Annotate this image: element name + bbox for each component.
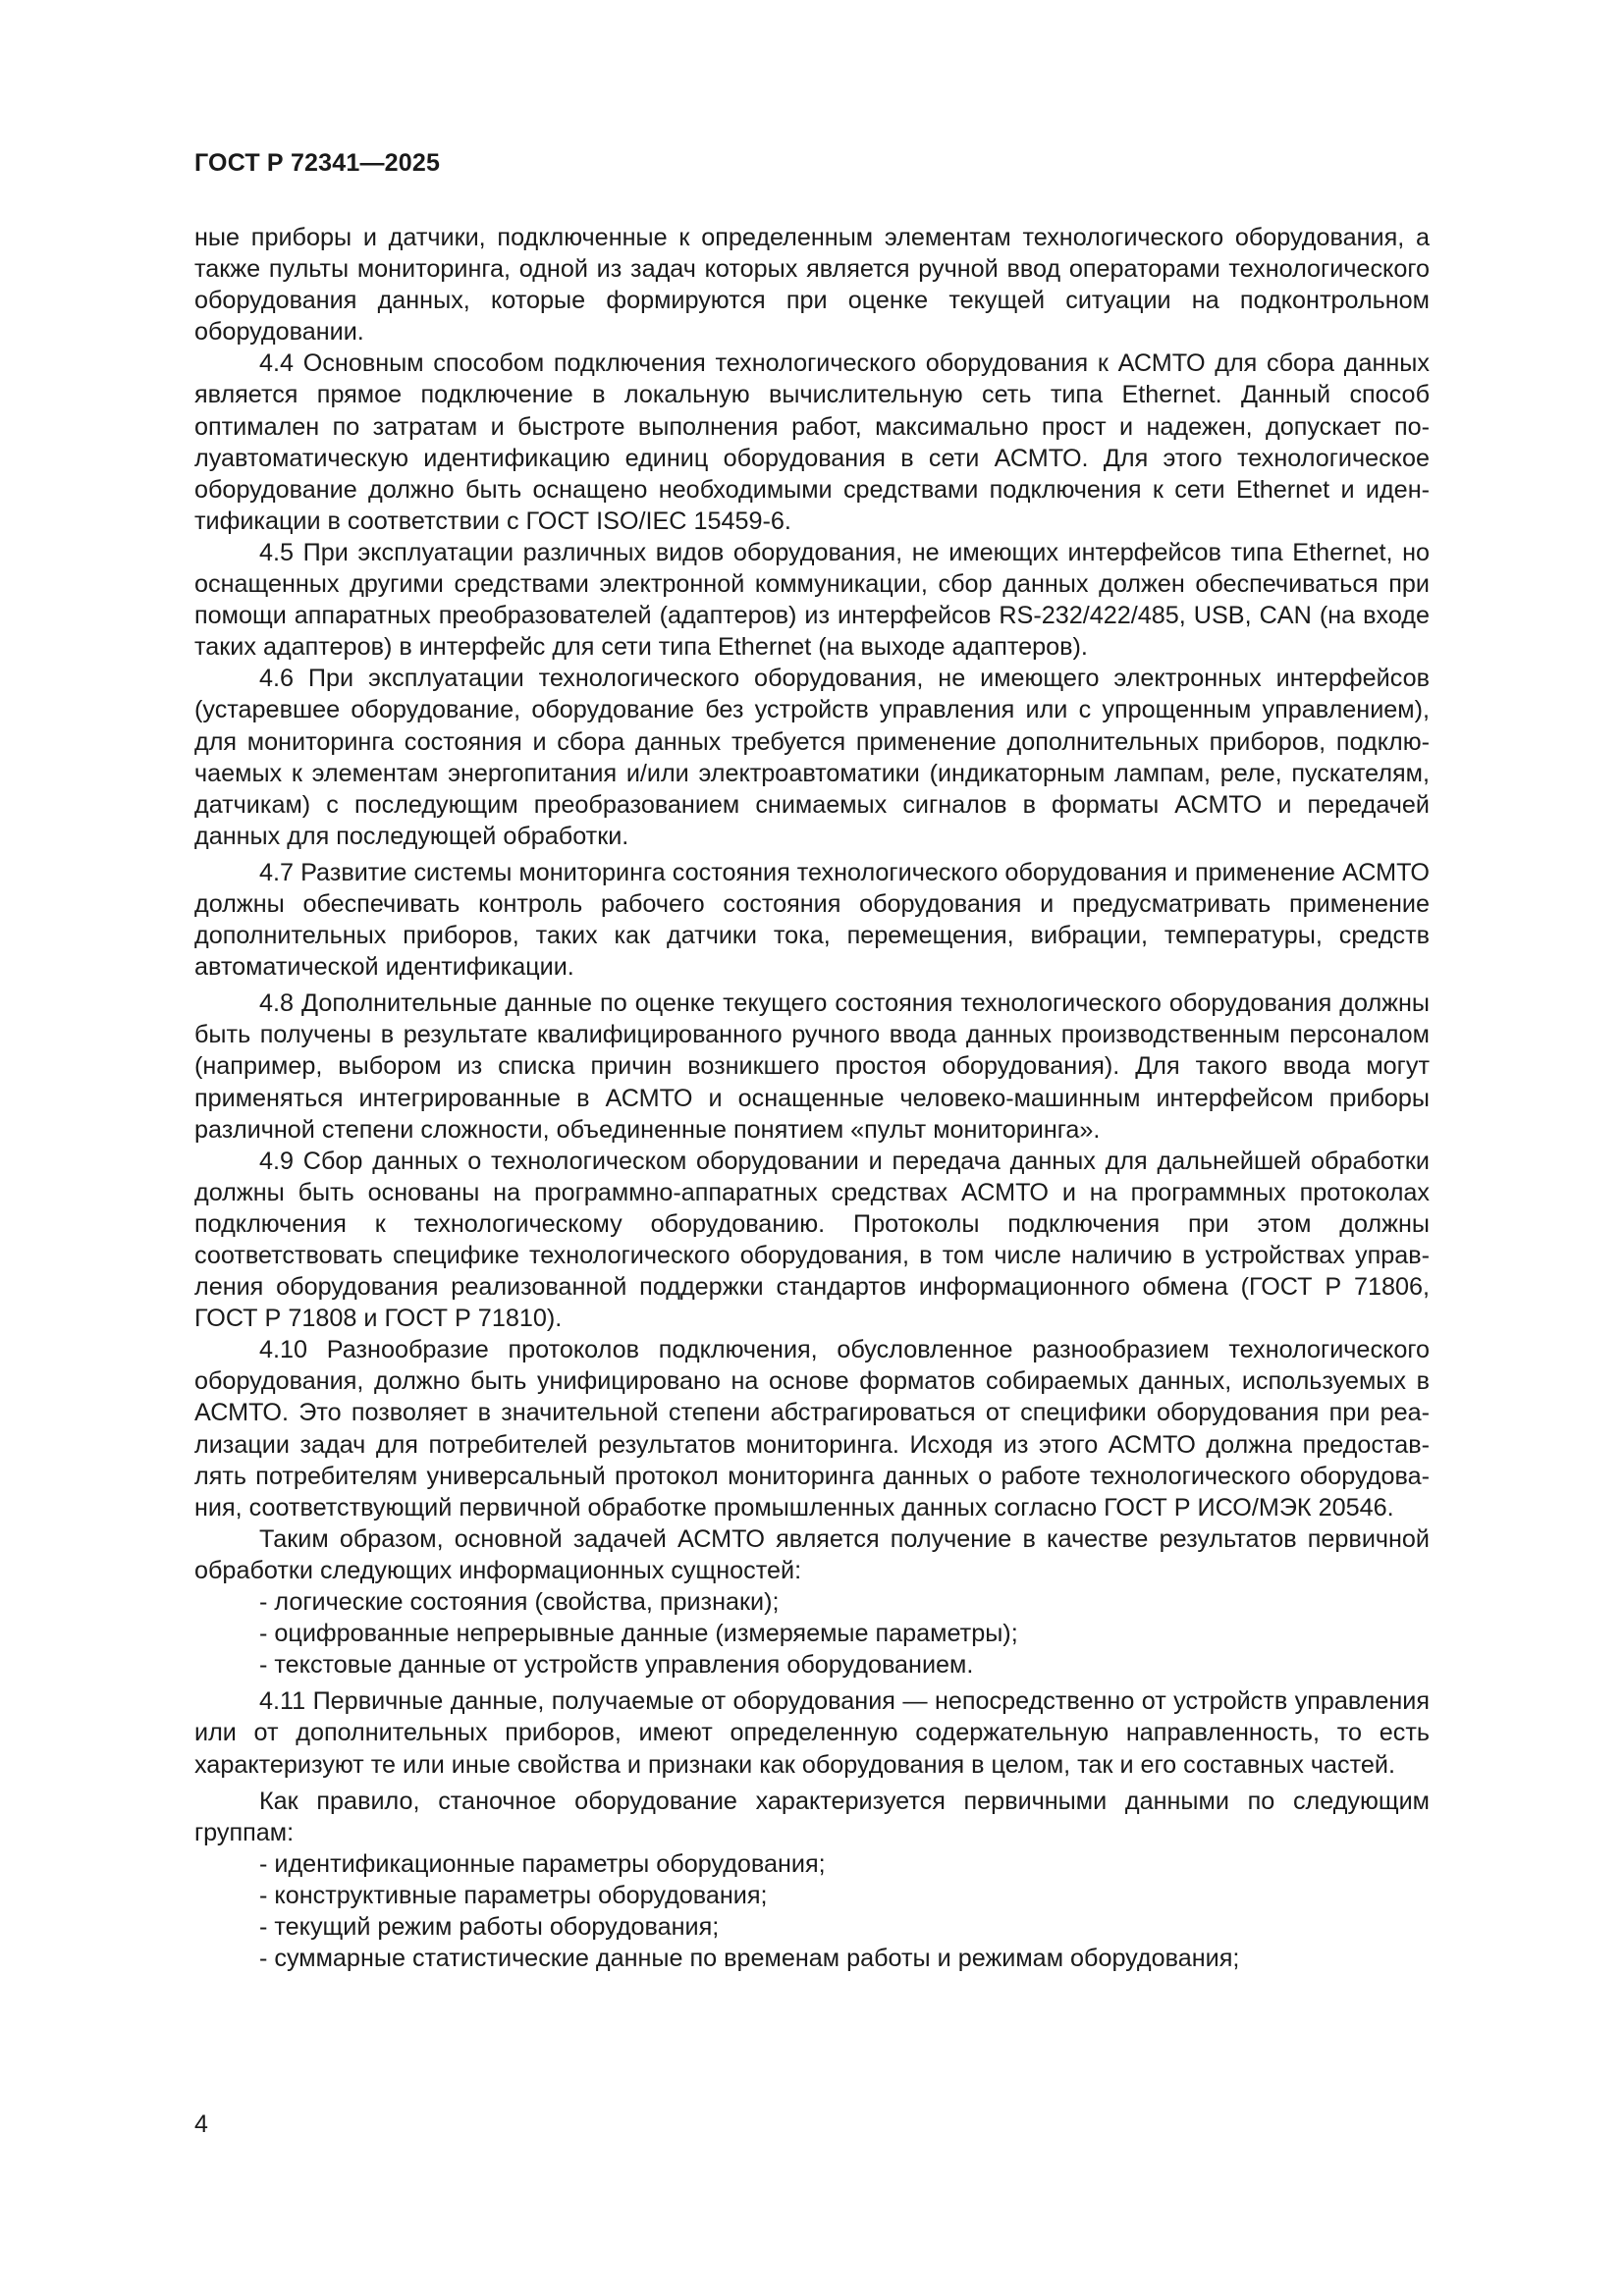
document-code-header: ГОСТ Р 72341—2025 — [194, 149, 441, 177]
document-body — [194, 222, 1430, 1974]
list-item: - конструктивные параметры оборудования; — [259, 1881, 768, 1909]
list-item: - суммарные статистические данные по временам работы и режимам оборудования; — [259, 1945, 1240, 1973]
paragraph-4-11: 4.11 Первичные данные, получаемые от оборудования — непосредственно от устройств управления или от дополнительных приборов, имеют определенную содержательную направленность, то есть характеризуют те или иные свойства и признаки как оборудования в целом, так и его составных частей. — [194, 1687, 1430, 1779]
paragraph-4-10: 4.10 Разнообразие протоколов подключения, обусловленное разнообразием технологического оборудования, должно быть унифицировано на основе форматов собираемых данных, используемых в АСМТО. Это позволяет в значительной степени абстрагироваться от специфики оборудования при реализации задач для потребителей результатов мониторинга. Исходя из этого АСМТО должна предоставлять потребителям универсальный протокол мониторинга данных о работе технологического оборудования, соответствующий первичной обработке промышленных данных согласно ГОСТ Р ИСО/МЭК 20546. — [194, 1336, 1430, 1522]
paragraph-continuation: ные приборы и датчики, подключенные к определенным элементам технологического оборудования, а также пульты мониторинга, одной из задач которых является ручной ввод операторами технологического оборудования данных, которые формируются при оценке текущей ситуации на подконтрольном оборудовании. — [194, 224, 1430, 347]
paragraph-4-4: 4.4 Основным способом подключения технологического оборудования к АСМТО для сбора данных является прямое подключение в локальную вычислительную сеть типа Ethernet. Данный способ оптимален по затратам и быстроте выполнения работ, максимально прост и надежен, допускает полуавтоматическую идентификацию единиц оборудования в сети АСМТО. Для этого технологическое оборудование должно быть оснащено необходимыми средствами подключения к сети Ethernet и идентификации в соответствии с ГОСТ ISO/IEC 15459-6. — [194, 349, 1430, 535]
paragraph-conclusion: Таким образом, основной задачей АСМТО является получение в качестве результатов первичной обработки следующих информационных сущностей: — [194, 1524, 1430, 1584]
paragraph-groups-intro: Как правило, станочное оборудование характеризуется первичными данными по следующим группам: — [194, 1787, 1430, 1846]
list-item: - текущий режим работы оборудования; — [259, 1912, 720, 1941]
paragraph-4-6: 4.6 При эксплуатации технологического оборудования, не имеющего электронных интерфейсов (устаревшее оборудование, оборудование без устройств управления или с упрощенным управлением), для мониторинга состояния и сбора данных требуется применение дополнительных приборов, подключаемых к элементам энергопитания и/или электроавтоматики (индикаторным лампам, реле, пускателям, датчикам) с последующим преобразованием снимаемых сигналов в форматы АСМТО и передачей данных для последующей обработки. — [194, 665, 1430, 850]
paragraph-4-9: 4.9 Сбор данных о технологическом оборудовании и передача данных для дальнейшей обработки должны быть основаны на программно-аппаратных средствах АСМТО и на программных протоколах подключения к технологическому оборудованию. Протоколы подключения при этом должны соответствовать специфике технологического оборудования, в том числе наличию в устройствах управления оборудования реализованной поддержки стандартов информационного обмена (ГОСТ Р 71806, ГОСТ Р 71808 и ГОСТ Р 71810). — [194, 1147, 1430, 1333]
paragraph-4-5: 4.5 При эксплуатации различных видов оборудования, не имеющих интерфейсов типа Ethernet, но оснащенных другими средствами электронной коммуникации, сбор данных должен обеспечиваться при помощи аппаратных преобразователей (адаптеров) из интерфейсов RS-232/422/485, USB, CAN (на входе таких адаптеров) в интерфейс для сети типа Ethernet (на выходе адаптеров). — [194, 538, 1430, 662]
paragraph-4-8: 4.8 Дополнительные данные по оценке текущего состояния технологического оборудования должны быть получены в результате квалифицированного ручного ввода данных производственным персоналом (например, выбором из списка причин возникшего простоя оборудования). Для такого ввода могут применяться интегрированные в АСМТО и оснащенные человеко-машинным интерфейсом приборы различной степени сложности, объединенные понятием «пульт мониторинга». — [194, 989, 1430, 1144]
paragraph-4-7: 4.7 Развитие системы мониторинга состояния технологического оборудования и применение АСМТО должны обеспечивать контроль рабочего состояния оборудования и предусматривать применение дополнительных приборов, таких как датчики тока, перемещения, вибрации, температуры, средств автоматической идентификации. — [194, 858, 1430, 982]
list-item: - текстовые данные от устройств управления оборудованием. — [259, 1651, 974, 1680]
list-item: - оцифрованные непрерывные данные (измеряемые параметры); — [259, 1620, 1018, 1648]
page-number: 4 — [194, 2110, 208, 2138]
list-item: - логические состояния (свойства, признаки); — [259, 1588, 780, 1617]
list-item: - идентификационные параметры оборудования; — [259, 1849, 826, 1878]
